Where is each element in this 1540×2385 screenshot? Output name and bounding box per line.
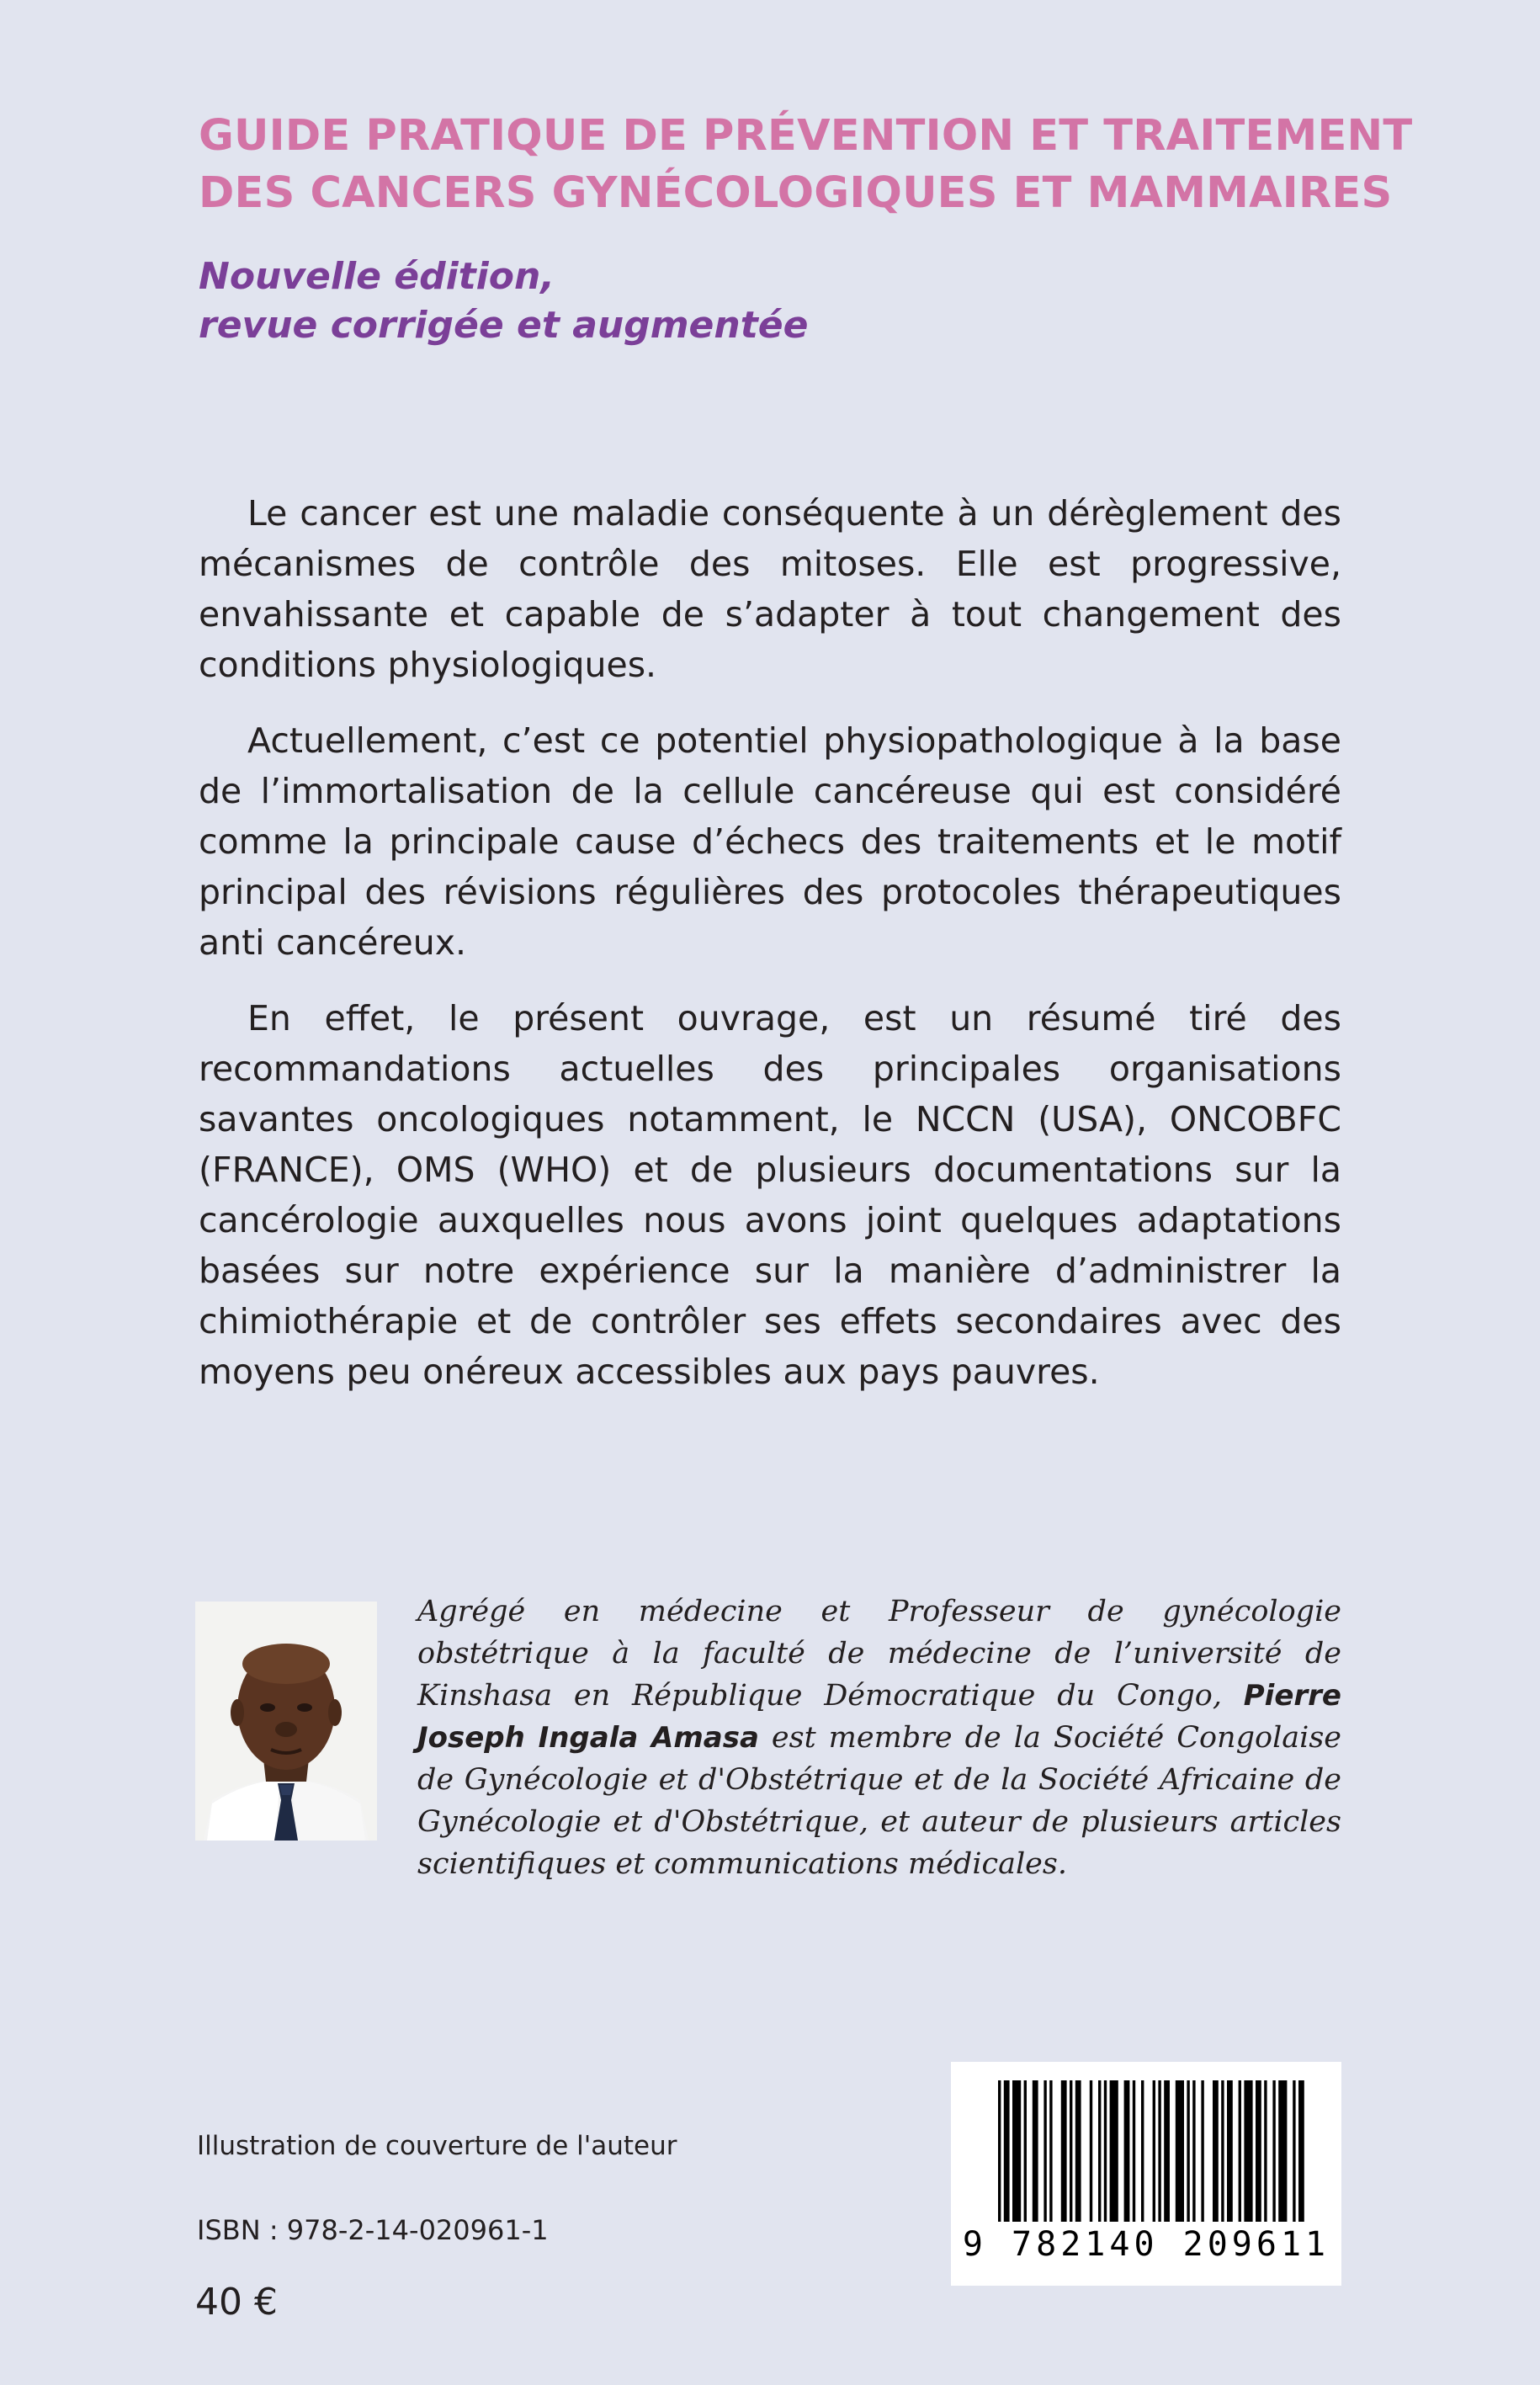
author-name: Pierre Joseph Ingala Amasa	[417, 1679, 1341, 1755]
subtitle-line-1: Nouvelle édition,	[199, 255, 555, 298]
barcode-bar	[1043, 2080, 1046, 2222]
isbn-barcode	[951, 2062, 1341, 2286]
barcode-bar	[1158, 2080, 1160, 2222]
subtitle-line-2: revue corrigée et augmentée	[199, 304, 809, 347]
barcode-bar	[1024, 2080, 1027, 2222]
barcode-bar	[1004, 2080, 1010, 2222]
edition-subtitle	[199, 252, 808, 350]
barcode-bar	[1104, 2080, 1107, 2222]
barcode-bar	[1141, 2080, 1144, 2222]
barcode-bar	[1244, 2080, 1252, 2222]
barcode-bar	[998, 2080, 1001, 2222]
barcode-bar	[1049, 2080, 1052, 2222]
barcode-bar	[1090, 2080, 1092, 2222]
summary-paragraph-2: Actuellement, c’est ce potentiel physiopathologique à la base de l’immortalisation de la cellule cancéreuse qui est considéré comme la principale cause d’échecs des traitements et le motif principal des révisions régulières des protocoles thérapeutiques anti cancéreux.	[199, 720, 1341, 963]
cover-illustration-credit: Illustration de couverture de l'auteur	[197, 2131, 677, 2161]
barcode-bar	[1298, 2080, 1304, 2222]
barcode-bar	[1098, 2080, 1101, 2222]
barcode-bar	[1187, 2080, 1189, 2222]
author-biography	[417, 1591, 1341, 1885]
isbn-number: ISBN : 978-2-14-020961-1	[197, 2214, 549, 2246]
barcode-bar	[1221, 2080, 1224, 2222]
book-title-line-1: GUIDE PRATIQUE DE PRÉVENTION ET TRAITEMENT	[199, 111, 1413, 161]
barcode-bar	[1133, 2080, 1135, 2222]
barcode-bar	[1110, 2080, 1118, 2222]
barcode-bar	[1272, 2080, 1275, 2222]
summary-text	[199, 488, 1341, 1422]
book-title-line-2: DES CANCERS GYNÉCOLOGIQUES ET MAMMAIRES	[199, 168, 1393, 218]
barcode-bar	[1278, 2080, 1287, 2222]
book-title	[199, 108, 1413, 222]
author-portrait-image	[195, 1602, 377, 1841]
barcode-bar	[1256, 2080, 1261, 2222]
barcode-bar	[1012, 2080, 1021, 2222]
barcode-bar	[1124, 2080, 1130, 2222]
barcode-bar	[1153, 2080, 1155, 2222]
author-bio-intro: Agrégé en médecine et Professeur de gynécologie obstétrique à la faculté de médecine de l’université de Kinshasa en République Démocratique du Congo,	[417, 1595, 1341, 1713]
author-bio-rest: est membre de la Société Congolaise de Gynécologie et d'Obstétrique et de la Société Africaine de Gynécologie et d'Obstétrique, et auteur de plusieurs articles scientifiques et communications médicales.	[417, 1721, 1341, 1881]
summary-paragraph-1: Le cancer est une maladie conséquente à un dérèglement des mécanismes de contrôle des mitoses. Elle est progressive, envahissante et capable de s’adapter à tout changement des conditions physiologiques.	[199, 493, 1341, 685]
barcode-bar	[1164, 2080, 1170, 2222]
barcode-bar	[1213, 2080, 1219, 2222]
barcode-bar	[1192, 2080, 1195, 2222]
price-label: 40 €	[195, 2281, 278, 2324]
barcode-bar	[1070, 2080, 1072, 2222]
barcode-bar	[1176, 2080, 1184, 2222]
barcode-bar	[1239, 2080, 1241, 2222]
barcode-bar	[1201, 2080, 1203, 2222]
barcode-bar	[1033, 2080, 1038, 2222]
barcode-digits: 9 782140 209611	[962, 2225, 1330, 2264]
barcode-bar	[1293, 2080, 1295, 2222]
barcode-bar	[1264, 2080, 1267, 2222]
barcode-bar	[1075, 2080, 1081, 2222]
barcode-bar	[1227, 2080, 1233, 2222]
author-photo	[195, 1602, 377, 1841]
summary-paragraph-3: En effet, le présent ouvrage, est un résumé tiré des recommandations actuelles des principales organisations savantes oncologiques notamment, le NCCN (USA), ONCOBFC (FRANCE), OMS (WHO) et de plusieurs documentations sur la cancérologie auxquelles nous avons joint quelques adaptations basées sur notre expérience sur la manière d’administrer la chimiothérapie et de contrôler ses effets secondaires avec des moyens peu onéreux accessibles aux pays pauvres.	[199, 998, 1341, 1392]
barcode-bar	[1061, 2080, 1067, 2222]
